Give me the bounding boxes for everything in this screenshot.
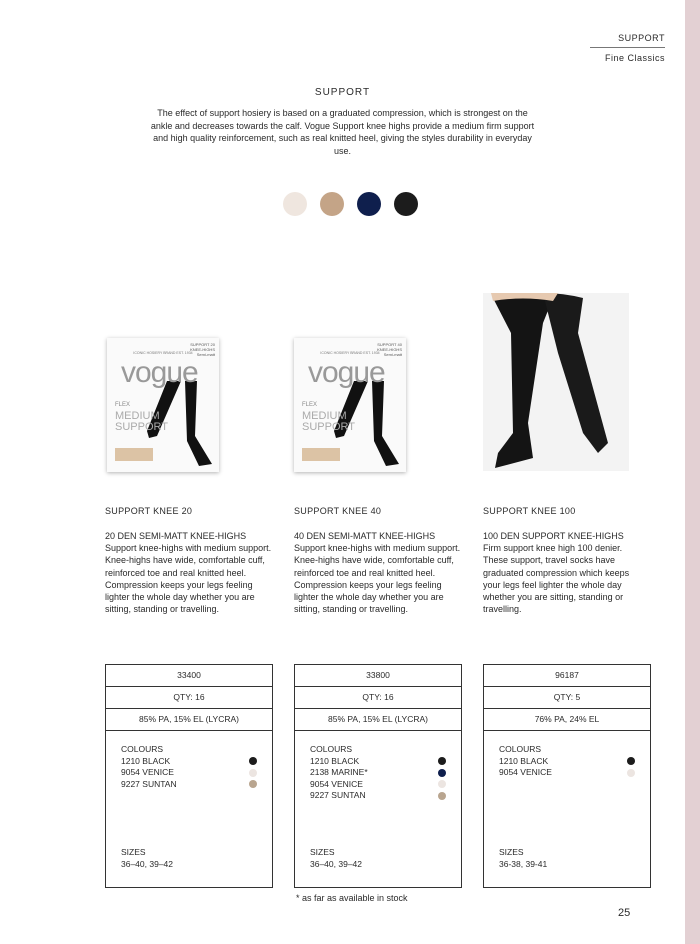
package-support [115,398,168,433]
product-description [483,530,643,615]
sizes [121,847,173,870]
colours-list [295,731,461,802]
colours-label: COLOURS [310,744,353,754]
product-subtitle: 40 DEN SEMI-MATT KNEE-HIGHS [294,531,436,541]
sizes-label: SIZES [499,847,524,857]
package-brand: ICONIC HOSIERY BRAND EST. 1934 [133,351,193,355]
package-image-support-40 [294,338,406,472]
material: 85% PA, 15% EL (LYCRA) [295,709,461,731]
colour-item [121,767,257,779]
sizes-label: SIZES [310,847,335,857]
package-brand: ICONIC HOSIERY BRAND EST. 1934 [320,351,380,355]
colour-swatches [283,192,418,216]
colour-dot [249,757,257,765]
colour-name: 9054 VENICE [499,767,552,777]
colour-item [499,767,635,779]
stock-note: * as far as available in stock [296,893,408,903]
sizes-value: 36–40, 39–42 [121,858,173,869]
colour-item [121,756,257,768]
article-code: 33800 [295,665,461,687]
sizes [310,847,362,870]
package-label: SUPPORT 40 KNEE-HIGHS Semi-matt [377,342,402,357]
package-image-support-20 [107,338,219,472]
colour-dot [438,780,446,788]
package-support [302,398,355,433]
quantity: QTY: 5 [484,687,650,709]
article-code: 96187 [484,665,650,687]
running-header [590,33,665,63]
colour-dot [249,780,257,788]
spec-box [294,664,462,888]
swatch-venice [283,192,307,216]
colour-name: 9054 VENICE [310,778,363,789]
header-subsection: Fine Classics [604,53,665,63]
colour-name: 1210 BLACK [121,755,171,766]
swatch-black [394,192,418,216]
colour-dot [627,769,635,777]
legs-photo [483,293,629,471]
colour-item [499,756,635,768]
support-text: MEDIUM SUPPORT [115,410,168,433]
vogue-logo: vogue [308,356,385,389]
sizes [499,847,547,870]
colours-label: COLOURS [499,744,542,754]
header-section: SUPPORT [618,33,665,43]
spec-box [105,664,273,888]
spec-box [483,664,651,888]
colour-item [310,779,446,791]
product-name: SUPPORT KNEE 40 [294,506,382,516]
flex-badge: FLEX [115,402,131,408]
colour-name: 9227 SUNTAN [310,790,366,800]
tan-label [302,448,340,461]
colour-dot [249,769,257,777]
colour-item [310,790,446,802]
sizes-label: SIZES [121,847,146,857]
colour-item [310,756,446,768]
flex-badge: FLEX [302,402,318,408]
support-text: MEDIUM SUPPORT [302,410,355,433]
product-description [105,530,275,615]
quantity: QTY: 16 [295,687,461,709]
product-name: SUPPORT KNEE 20 [105,506,193,516]
swatch-suntan [320,192,344,216]
package-label: SUPPORT 20 KNEE-HIGHS Semi-matt [190,342,215,357]
colour-name: 9054 VENICE [121,767,174,777]
quantity: QTY: 16 [106,687,272,709]
header-divider [590,47,665,48]
colour-dot [438,757,446,765]
sizes-value: 36-38, 39-41 [499,858,548,869]
colour-name: 2138 MARINE* [310,767,368,777]
product-desc-text: Support knee-highs with medium support. Knee-highs have wide, comfortable cuff, reinforced toe and real knitted heel. Compression keeps your legs feeling lighter the whole day whether you are sitting, standing or travelling. [294,543,461,615]
product-name: SUPPORT KNEE 100 [483,506,576,516]
material: 76% PA, 24% EL [484,709,650,731]
intro-text: The effect of support hosiery is based on a graduated compression, which is strongest on the ankle and decreases towards the calf. Vogue Support knee highs provide a medium firm support and high quality reinforcement, such as real knitted heel, giving the styles durability in everyday use. [150,108,535,156]
colour-dot [438,792,446,800]
colours-list [484,731,650,779]
material: 85% PA, 15% EL (LYCRA) [106,709,272,731]
swatch-marine [357,192,381,216]
colours-label: COLOURS [121,744,164,754]
product-photo-support-100 [483,293,629,471]
product-subtitle: 100 DEN SUPPORT KNEE-HIGHS [483,531,624,541]
product-subtitle: 20 DEN SEMI-MATT KNEE-HIGHS [105,531,247,541]
colour-name: 1210 BLACK [499,755,549,766]
colours-list [106,731,272,790]
colour-dot [438,769,446,777]
vogue-logo: vogue [121,356,198,389]
product-desc-text: Firm support knee high 100 denier. These support, travel socks have graduated compression which keeps your legs feel lighter the whole day whether you are sitting, standing or travelling. [483,543,630,615]
colour-item [121,779,257,791]
colour-item [310,767,446,779]
colour-name: 1210 BLACK [310,755,360,766]
product-description [294,530,464,615]
tan-label [115,448,153,461]
article-code: 33400 [106,665,272,687]
side-color-strip [685,0,700,944]
page-number: 25 [618,907,631,919]
page-title: SUPPORT [314,87,371,98]
colour-name: 9227 SUNTAN [121,778,177,789]
sizes-value: 36–40, 39–42 [310,858,362,869]
product-desc-text: Support knee-highs with medium support. Knee-highs have wide, comfortable cuff, reinforced toe and real knitted heel. Compression keeps your legs feeling lighter the whole day whether you are sitting, standing or travelling. [105,543,272,615]
colour-dot [627,757,635,765]
